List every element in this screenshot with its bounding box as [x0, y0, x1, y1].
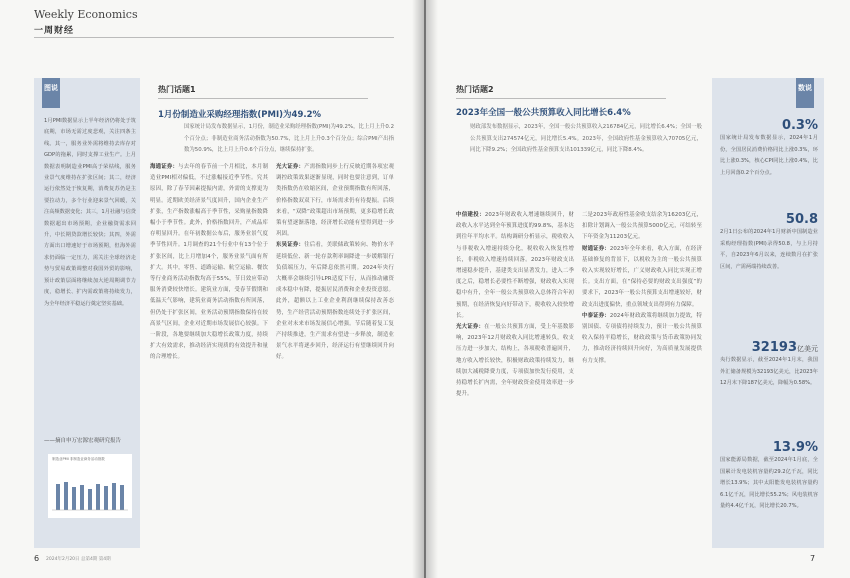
stat-block: [720, 440, 818, 513]
topic1-col2: [276, 162, 394, 542]
header-title-en: Weekly Economics: [34, 8, 138, 21]
sidebar-source: ——摘自申万宏源宏观研究报告: [44, 438, 122, 444]
sidebar-chart: [48, 454, 132, 518]
stat-text: 国家能源局数据，截至2024年1月底，全国累计发电装机容量约29.2亿千瓦，同比增长13.9%；其中太阳能发电装机容量约6.1亿千瓦，同比增长55.2%；风电装机容量约4.4亿千瓦，同比增长20.7%。: [720, 457, 818, 510]
topic2-title: 2023年全国一般公共预算收入同比增长6.4%: [456, 108, 631, 118]
topic2-col2-text: 二是2023年政府性基金收支结余为16203亿元，扣除计划调入一般公共预算5000亿元，可结转至下年资金为11203亿元。: [582, 212, 702, 241]
sidebar-tag: 数说: [796, 78, 814, 108]
left-sidebar: [34, 78, 140, 548]
sidebar-tag: 图说: [42, 78, 60, 108]
left-page-number: 6: [34, 554, 40, 563]
left-issue-info: 2024年2月20日 总第4期 第4期: [46, 557, 111, 562]
topic2-col2-keyword: 财通证券：: [582, 245, 610, 252]
topic2-intro: 财政部发布数据显示，2023年，全国一般公共预算收入216784亿元，同比增长6.4%；全国一般公共预算支出274574亿元，同比增长5.4%。2023年，全国政府性基金预算收入70705亿元，同比下降9.2%；全国政府性基金预算支出101339亿元，同比下降8.4%。: [470, 124, 702, 153]
right-page-number: 7: [810, 554, 816, 563]
left-page: [0, 0, 424, 578]
topic2-col1-text: 2023年财政收入增速继续回升，财政收入水平达到全年预算进度的99.8%，基本达到往年平均水平。结构调研分析显示，税收收入与非税收入增速持续分化，税收收入恢复性增长，非税收入增速持续回落。2023年财政支出增速稳步提升，基建类支出显著发力，进入二季度之后，稳增长必要性不断增强，财政收入实现稳中有升，全年一般公共预算收入总体符合年初预期，在经济恢复向好带动下，税收收入较快增长。: [456, 212, 574, 319]
chart-legend: 制造业PMI 非制造业商务活动指数: [52, 457, 105, 461]
stat-text: 央行数据显示，截至2024年1月末，我国外汇储备规模为32193亿美元，比2023年12月末下降187亿美元，降幅为0.58%。: [720, 357, 818, 387]
book-gutter: [412, 0, 438, 578]
topic1-col1: [150, 162, 268, 542]
topic2-col1: [456, 210, 574, 542]
stat-text: 2月1日公布的2024年1月财新中国制造业采购经理指数(PMI)录得50.8，与上月持平，自2023年6月以来，连续数月在扩张区间，产需两端持续改善。: [720, 229, 818, 270]
topic2-col1-keyword2: 光大证券：: [456, 324, 485, 331]
topic2-col2b-text: 2023年全年来看，收入方面，在经济基础修复的背景下，以税收为主的一般公共预算收入实现较好增长，广义财政收入同比实现正增长。支出方面，在“保持必要的财政支出强度”的要求下，2023年一般公共预算支出增速较好，财政支出进度偏快，重点领域支出得到有力保障。: [582, 245, 702, 308]
topic2-col2-keyword2: 中泰证券：: [582, 312, 610, 319]
topic1-col2b-text: 往后看，美联储政策转向、物价水平延续低位、新一轮存款利率调降进一步缓解银行负债端压力，年后降息依然可期。2024年央行大概率会继续引导LPR适度下行，从而推动融资成本稳中有降，提振居民消费和企业投资意愿。此外，超额以上工业企业利润继续保持改善态势，生产经营活动预期指数连续处于扩张区间，企业对未来市场发展信心增强。节后随着复工复产持续推进，生产需求有望进一步释放，制造业景气水平将逐步回升，经济运行有望继续回升向好。: [276, 242, 394, 361]
topic1-label: 热门话题1: [158, 85, 196, 94]
topic2-col1-keyword: 中信建投：: [456, 212, 485, 218]
topic2-label: 热门话题2: [456, 85, 494, 94]
header-title-cn: 一周财经: [34, 26, 75, 36]
topic1-title: 1月份制造业采购经理指数(PMI)为49.2%: [158, 110, 322, 120]
topic1-col1-keyword: 海通证券：: [150, 164, 179, 170]
topic1-col1-text: 与去年的春节前一个月相比，本月制造业PMI相对偏低，不过涨幅接近季节性。究其原因，除了春节因素提振内需，外需的支撑更为明显。近期欧美经济景气度回升，国内企业生产扩张，生产指数涨幅高于季节性，采购量指数降幅小于季节性。此外，价格指数回升，产成品库存明显回升。在年初数据公布后，服务业景气度季节性回升。1月调查的21个行业中有13个位于扩张区间，比上月增加4个，服务业景气面有所扩大。其中，零售、道路运输、航空运输、餐饮等行业商务活动指数均高于55%，节日效应带动服务消费较快增长。建筑业方面，受春节假期和低温天气影响，建筑业商务活动指数有所回落，但仍处于扩张区间，业务活动预期指数保持在较高景气区间，企业对近期市场发展信心较强。下一阶段，各地要继续加大稳增长政策力度，持续扩大有效需求，推动经济实现质的有效提升和量的合理增长。: [150, 164, 268, 361]
topic2-col2: [582, 210, 702, 542]
topic1-col2-text: 产需指数同步上行反映近期各项宏观调控政策效果逐渐显现，同时也要注意到，订单类指数仍在收缩区间，企业预期指数有所回落，价格指数双双下行，市场需求仍有待提振。后续来看，“双降”政策超出市场预期，更多稳增长政策有望逐渐落地，经济增长动能有望得到进一步巩固。: [276, 164, 394, 238]
topic1-col2-keyword: 光大证券：: [276, 164, 305, 170]
stat-block: [720, 340, 818, 390]
right-page: [426, 0, 850, 578]
header-divider: [34, 37, 394, 38]
stat-block: [720, 118, 818, 179]
stat-value: 0.3%: [781, 118, 818, 133]
topic2-col2c-text: 2024年财政政策将继续加力提效，特别国债、专项债将持续发力，预计一般公共预算收入保持平稳增长，财政政策与货币政策协同发力，推动经济持续回升向好，为高质量发展提供有力支撑。: [582, 312, 702, 364]
stat-value: 50.8: [785, 212, 818, 227]
stat-text: 国家统计局发布数据显示，2024年1月份，全国居民消费价格同比上涨0.3%，环比上涨0.3%，核心CPI同比上涨0.4%，比上月回落0.2个百分点。: [720, 135, 818, 176]
topic1-intro: 国家统计局发布数据显示，1月份，制造业采购经理指数(PMI)为49.2%，比上月上升0.2个百分点；非制造业商务活动指数为50.7%，比上月上升0.3个百分点；综合PMI产出指数为50.9%，比上月上升0.6个百分点，继续保持扩张。: [184, 124, 394, 153]
topic1-col2-keyword2: 东吴证券：: [276, 242, 305, 249]
stat-value: 32193亿美元: [751, 340, 818, 355]
right-sidebar: [712, 78, 824, 548]
stat-block: [720, 212, 818, 273]
stat-value: 13.9%: [772, 440, 818, 455]
topic2-col1b-text: 在一般公共预算方面，受上年基数影响，2023年12月财政收入同比增速转负，收支压力进一步加大，结构上，各项税收普遍回升，地方收入增长较快，积极财政政策持续发力，继续加大减税降费力度，专项债加快发行使用，支持稳增长扩内需，全年财政资金使用效率进一步提升。: [456, 324, 574, 398]
sidebar-text: 1月PMI数据显示上半年经济仍将处于筑底期，市场无需过度悲观，关注四条主线。其一，服务业外需将维持去库存对GDP的拖累，同时支撑工业生产。上月数据表明制造业PMI高于荣枯线，服务业景气度维持在扩张区间；其二，经济运行依然处于恢复期，消费复苏仍是主要拉动力，多个行业迎来景气回暖，关注高频数据变化；其三，1月社融与信贷数据超出市场预期，企业融资需求回升，中长期贷款增长较快；其四，外需方面出口增速好于市场预期，但海外需求仍面临一定压力，需关注全球经济走势与贸易政策调整对我国外贸的影响，预计政策层面将继续加大逆周期调节力度，稳增长、扩内需政策将持续发力，为全年经济平稳运行奠定坚实基础。: [44, 118, 136, 307]
chart-bars: [48, 454, 132, 518]
